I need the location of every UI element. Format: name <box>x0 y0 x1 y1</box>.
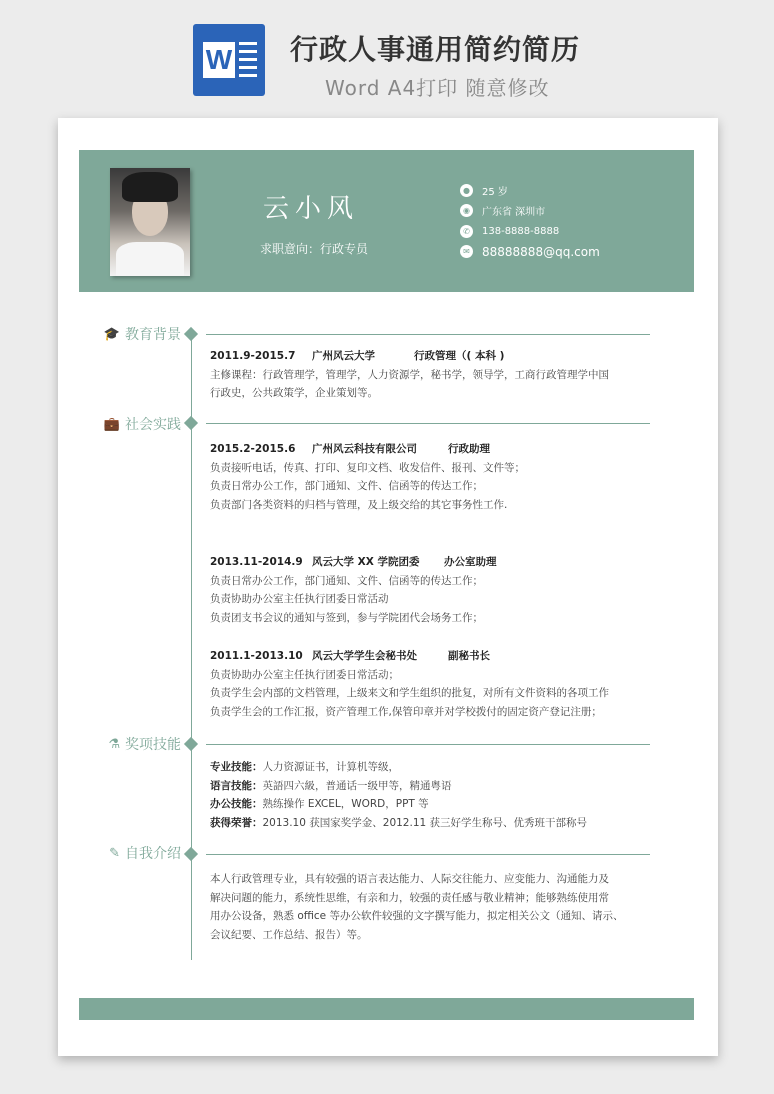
location-icon: ◉ <box>460 204 473 217</box>
section-title-education: 🎓 教育背景 <box>103 326 181 343</box>
footer-bar <box>79 998 694 1020</box>
contact-age: ● 25 岁 <box>460 180 600 200</box>
section-divider <box>206 744 650 745</box>
contact-info <box>460 180 600 262</box>
banner-title: 行政人事通用简约简历 <box>290 33 581 66</box>
timeline-marker <box>184 737 198 751</box>
contact-email: ✉ 88888888@qq.com <box>460 242 600 262</box>
word-logo-icon <box>193 24 265 96</box>
graduation-cap-icon: 🎓 <box>103 326 120 342</box>
banner <box>0 0 774 110</box>
flask-icon: ⚗ <box>108 736 120 752</box>
practice-entry: 2013.11-2014.9 风云大学 XX 学院团委 办公室助理 负责日常办公工作，部门通知、文件、信函等的传达工作； 负责协助办公室主任执行团委日常活动 负责团支书会议的通知与签到，参与学院团代会场务工作； <box>210 556 497 624</box>
practice-entry: 2011.1-2013.10 风云大学学生会秘书处 副秘书长 负责协助办公室主任执行团委日常活动； 负责学生会内部的文档管理，上级来文和学生组织的批复，对所有文件资料的各项工作 负责学生会的工作汇报，资产管理工作,保管印章并对学校拨付的固定资产登记注册； <box>210 650 609 718</box>
banner-subtitle: Word A4打印 随意修改 <box>325 76 550 100</box>
edit-icon: ✎ <box>109 845 120 861</box>
briefcase-icon: 💼 <box>103 416 120 432</box>
section-divider <box>206 423 650 424</box>
word-logo-letter: W <box>203 42 235 78</box>
timeline-marker <box>184 327 198 341</box>
profile-photo <box>110 168 190 276</box>
education-entry: 2011.9-2015.7 广州风云大学 行政管理（( 本科 ) 主修课程：行政管理学，管理学，人力资源学，秘书学，领导学，工商行政管理学中国 行政史，公共政策学，企业策划等。 <box>210 350 609 399</box>
phone-icon: ✆ <box>460 225 473 238</box>
resume-page <box>58 118 718 1056</box>
section-divider <box>206 334 650 335</box>
section-divider <box>206 854 650 855</box>
section-title-about: ✎ 自我介绍 <box>109 845 181 862</box>
resume-header <box>79 150 694 292</box>
job-intent: 求职意向：行政专员 <box>260 242 369 256</box>
candidate-name: 云小风 <box>263 194 360 224</box>
contact-location: ◉ 广东省 深圳市 <box>460 201 600 221</box>
timeline-marker <box>184 416 198 430</box>
section-title-practice: 💼 社会实践 <box>103 416 181 433</box>
contact-phone: ✆ 138-8888-8888 <box>460 221 600 241</box>
user-icon: ● <box>460 184 473 197</box>
about-text: 本人行政管理专业，具有较强的语言表达能力、人际交往能力、应变能力、沟通能力及 解决问题的能力，系统性思维，有亲和力，较强的责任感与敬业精神；能够熟练使用常 用办公设备，熟悉 office 等办公软件较强的文字撰写能力，拟定相关公文（通知、请示、 会议纪要、工作总结、报告）等。 <box>210 873 624 941</box>
skills-list: 专业技能：人力资源证书，计算机等级， 语言技能：英語四六級，普通话一级甲等，精通粤语 办公技能：熟练操作 EXCEL，WORD，PPT 等 获得荣誉：2013.10 获国家奖学金、2012.11 获三好学生称号、优秀班干部称号 <box>210 761 588 829</box>
timeline-marker <box>184 847 198 861</box>
section-title-skills: ⚗ 奖项技能 <box>108 736 181 753</box>
mail-icon: ✉ <box>460 245 473 258</box>
practice-entry: 2015.2-2015.6 广州风云科技有限公司 行政助理 负责接听电话，传真、打印、复印文档、收发信件、报刊、文件等； 负责日常办公工作，部门通知、文件、信函等的传达工作； 负责部门各类资料的归档与管理，及上级交给的其它事务性工作. <box>210 443 525 511</box>
